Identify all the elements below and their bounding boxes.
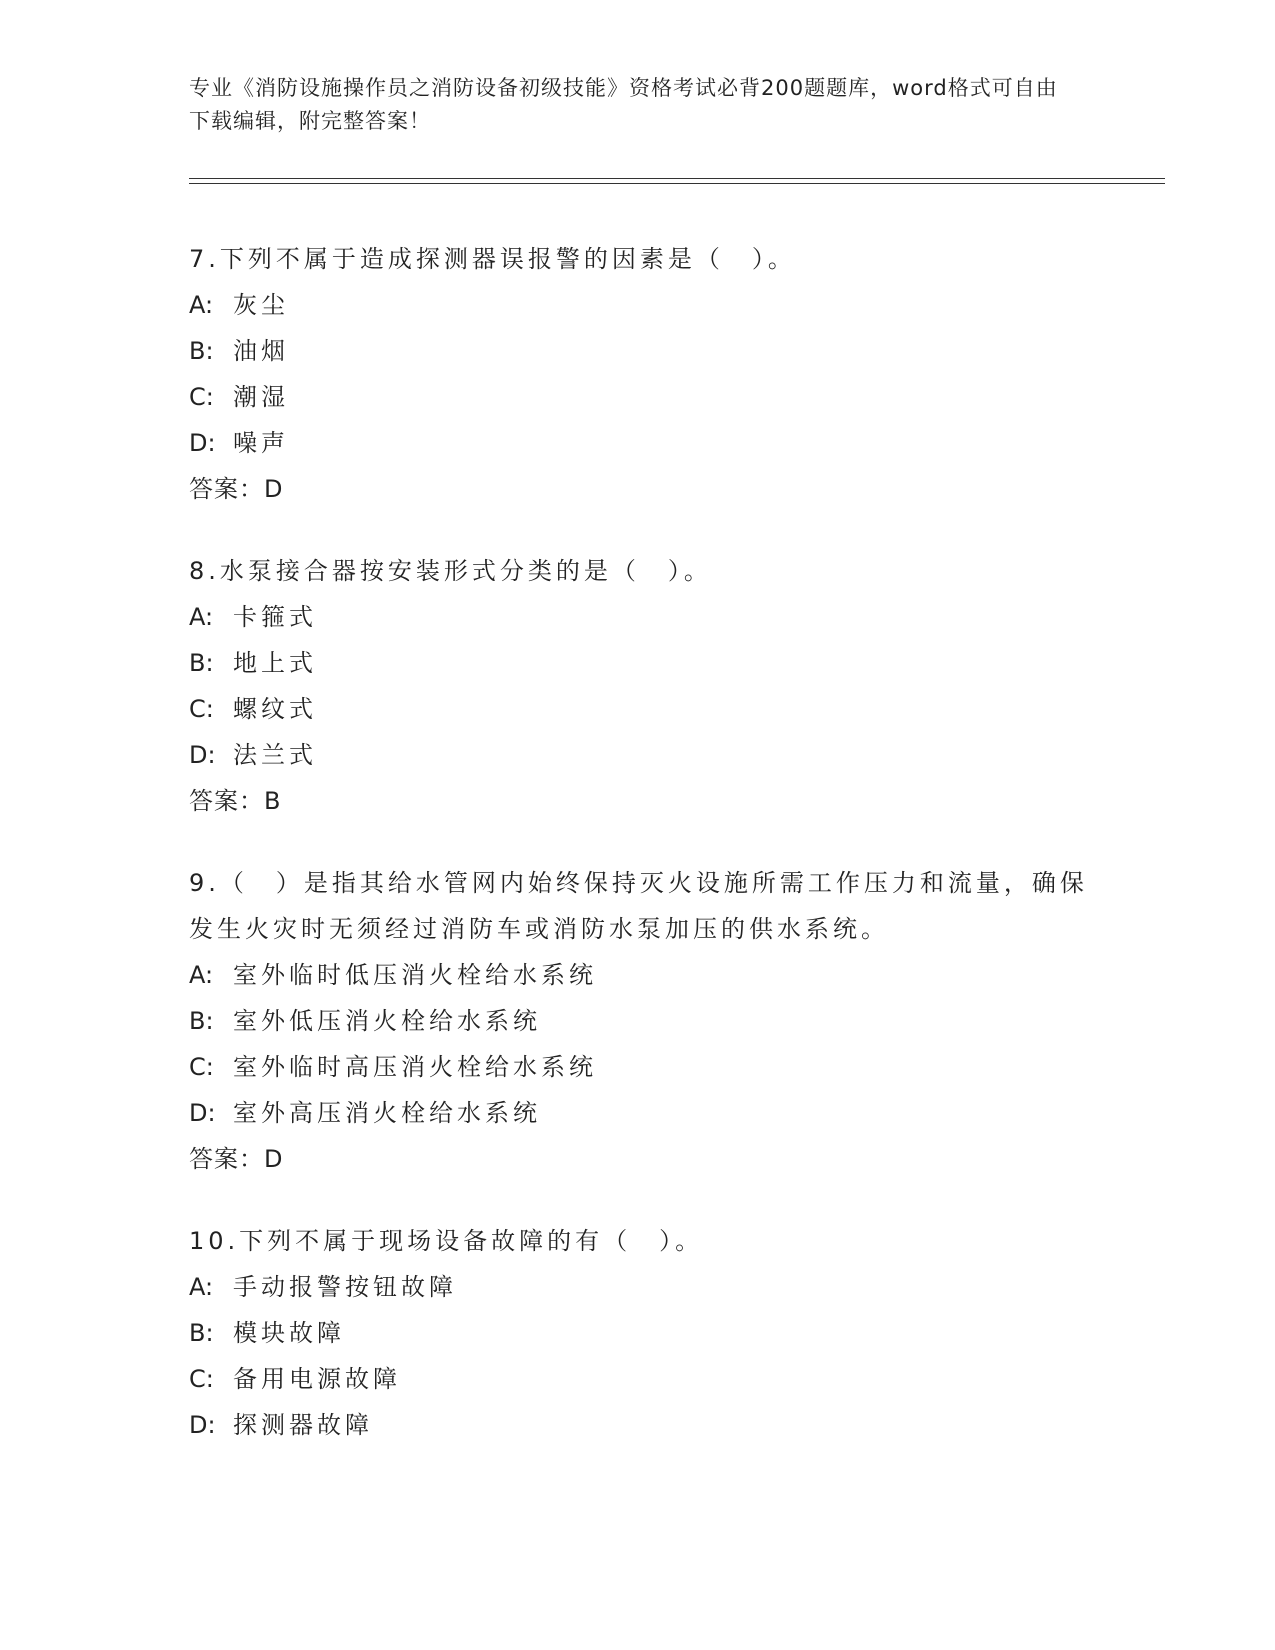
option-d <box>189 420 1089 466</box>
answer-line: 答案：D <box>189 475 284 503</box>
answer-line: 答案：B <box>189 787 282 815</box>
option-b <box>189 998 1089 1044</box>
header-divider-bottom <box>189 183 1165 184</box>
option-a <box>189 594 1089 640</box>
option-c <box>189 686 1089 732</box>
option-letter: C: <box>189 695 214 723</box>
option-b <box>189 1310 1089 1356</box>
question-text: 10.下列不属于现场设备故障的有（ ）。 <box>189 1227 704 1255</box>
option-text: 室外临时低压消火栓给水系统 <box>233 961 597 989</box>
question-9 <box>189 860 1089 1182</box>
option-text: 模块故障 <box>233 1319 345 1347</box>
question-text: 8.水泵接合器按安装形式分类的是（ ）。 <box>189 557 712 585</box>
option-c <box>189 374 1089 420</box>
option-text: 室外高压消火栓给水系统 <box>233 1099 541 1127</box>
option-text: 噪声 <box>233 429 289 457</box>
option-a <box>189 282 1089 328</box>
option-text: 地上式 <box>233 649 317 677</box>
option-text: 室外临时高压消火栓给水系统 <box>233 1053 597 1081</box>
option-letter: B: <box>189 1319 214 1347</box>
option-text: 法兰式 <box>233 741 317 769</box>
option-letter: D: <box>189 429 216 457</box>
option-text: 手动报警按钮故障 <box>233 1273 457 1301</box>
question-text: 9.（ ）是指其给水管网内始终保持灭火设施所需工作压力和流量，确保发生火灾时无须经过消防车或消防水泵加压的供水系统。 <box>189 869 1088 943</box>
option-letter: A: <box>189 961 214 989</box>
question-8 <box>189 548 1089 824</box>
option-letter: A: <box>189 1273 214 1301</box>
option-text: 探测器故障 <box>233 1411 373 1439</box>
option-letter: C: <box>189 383 214 411</box>
question-7 <box>189 236 1089 512</box>
option-text: 油烟 <box>233 337 289 365</box>
question-text: 7.下列不属于造成探测器误报警的因素是（ ）。 <box>189 245 796 273</box>
option-c <box>189 1044 1089 1090</box>
option-letter: B: <box>189 337 214 365</box>
option-letter: C: <box>189 1053 214 1081</box>
option-c <box>189 1356 1089 1402</box>
option-text: 备用电源故障 <box>233 1365 401 1393</box>
question-list <box>189 236 1089 1484</box>
document-header: 专业《消防设施操作员之消防设备初级技能》资格考试必背200题题库，word格式可自由下载编辑，附完整答案！ <box>189 76 1058 133</box>
option-text: 卡箍式 <box>233 603 317 631</box>
option-text: 潮湿 <box>233 383 289 411</box>
option-letter: B: <box>189 649 214 677</box>
option-letter: A: <box>189 291 214 319</box>
option-text: 螺纹式 <box>233 695 317 723</box>
option-d <box>189 732 1089 778</box>
option-letter: D: <box>189 1099 216 1127</box>
header-divider-top <box>189 178 1165 179</box>
option-letter: A: <box>189 603 214 631</box>
option-a <box>189 952 1089 998</box>
option-text: 室外低压消火栓给水系统 <box>233 1007 541 1035</box>
option-b <box>189 328 1089 374</box>
answer-line: 答案：D <box>189 1145 284 1173</box>
option-d <box>189 1402 1089 1448</box>
option-letter: D: <box>189 741 216 769</box>
option-text: 灰尘 <box>233 291 289 319</box>
option-letter: B: <box>189 1007 214 1035</box>
option-letter: D: <box>189 1411 216 1439</box>
option-d <box>189 1090 1089 1136</box>
option-letter: C: <box>189 1365 214 1393</box>
option-a <box>189 1264 1089 1310</box>
question-10 <box>189 1218 1089 1448</box>
option-b <box>189 640 1089 686</box>
